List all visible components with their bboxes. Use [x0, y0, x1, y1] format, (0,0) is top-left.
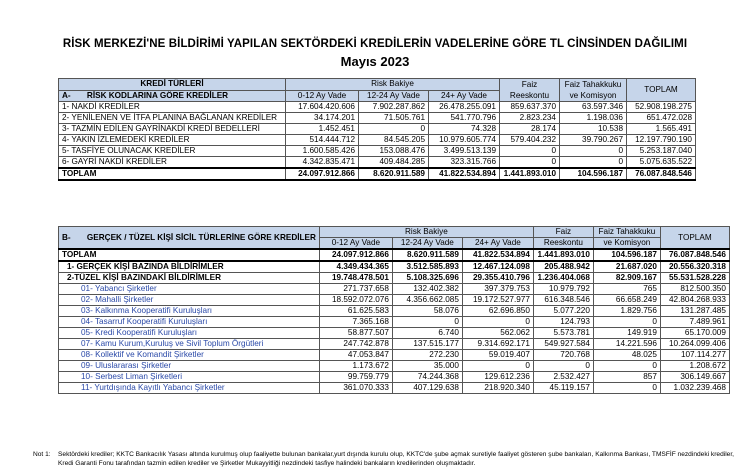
- cell-24plus: 323.315.766: [429, 157, 500, 169]
- cell-faiz-tahakkuku: 0: [560, 157, 627, 169]
- cell-0-12: 1.452.451: [286, 124, 359, 135]
- col-header-0-12: 0-12 Ay Vade: [286, 90, 359, 102]
- cell-faiz-reeskontu: 549.927.584: [533, 339, 593, 350]
- col-header-24plus: 24+ Ay Vade: [429, 90, 500, 102]
- row-label: 1- NAKDİ KREDİLER: [59, 102, 286, 113]
- row-label: TOPLAM: [59, 249, 320, 261]
- cell-12-24: 6.740: [392, 328, 462, 339]
- section-letter: A-: [62, 90, 71, 100]
- cell-24plus: 19.172.527.977: [462, 295, 533, 306]
- cell-faiz-reeskontu: 45.119.157: [533, 383, 593, 394]
- section-letter: B-: [62, 232, 71, 242]
- cell-toplam: 131.287.485: [660, 306, 729, 317]
- cell-0-12: 4.349.434.365: [319, 261, 392, 273]
- col-header-kredi-turleri: KREDİ TÜRLERİ: [59, 79, 286, 91]
- cell-faiz-tahakkuku: 1.198.036: [560, 113, 627, 124]
- row-label: 3- TAZMİN EDİLEN GAYRİNAKDİ KREDİ BEDELLERİ: [59, 124, 286, 135]
- cell-24plus: 0: [462, 317, 533, 328]
- cell-faiz-tahakkuku: 48.025: [593, 350, 660, 361]
- cell-12-24: 153.088.476: [359, 146, 429, 157]
- cell-faiz-tahakkuku: 104.596.187: [560, 168, 627, 180]
- cell-faiz-tahakkuku: 857: [593, 372, 660, 383]
- section-b-header: [59, 227, 320, 250]
- cell-toplam: 76.087.848.546: [627, 168, 696, 180]
- table-row: [59, 102, 696, 113]
- cell-toplam: 7.489.961: [660, 317, 729, 328]
- row-label: 10- Serbest Liman Şirketleri: [59, 372, 320, 383]
- row-label: 07- Kamu Kurum,Kuruluş ve Sivil Toplum Örgütleri: [59, 339, 320, 350]
- table-row-gercek: [59, 261, 730, 273]
- cell-0-12: 18.592.072.076: [319, 295, 392, 306]
- cell-faiz-reeskontu: 0: [500, 146, 560, 157]
- cell-24plus: 62.696.850: [462, 306, 533, 317]
- cell-12-24: 4.356.662.085: [392, 295, 462, 306]
- cell-faiz-reeskontu: 0: [533, 361, 593, 372]
- cell-faiz-tahakkuku: 21.687.020: [593, 261, 660, 273]
- cell-24plus: 397.379.753: [462, 284, 533, 295]
- section-title: GERÇEK / TÜZEL KİŞİ SİCİL TÜRLERİNE GÖRE KREDİLER: [86, 232, 316, 242]
- row-label: 04- Tasarruf Kooperatifi Kuruluşları: [59, 317, 320, 328]
- col-header-risk-bakiye: Risk Bakiye: [286, 79, 500, 91]
- col-header-reeskontu: Reeskontu: [533, 238, 593, 250]
- cell-faiz-tahakkuku: 0: [593, 317, 660, 328]
- cell-0-12: 271.737.658: [319, 284, 392, 295]
- cell-0-12: 17.604.420.606: [286, 102, 359, 113]
- col-header-faiz-tahakkuku: Faiz Tahakkuku ve Komisyon: [560, 79, 627, 102]
- cell-toplam: 52.908.198.275: [627, 102, 696, 113]
- cell-faiz-reeskontu: 2.532.427: [533, 372, 593, 383]
- cell-0-12: 7.365.168: [319, 317, 392, 328]
- col-header-12-24: 12-24 Ay Vade: [359, 90, 429, 102]
- row-label: 02- Mahalli Şirketler: [59, 295, 320, 306]
- cell-toplam: 12.197.790.190: [627, 135, 696, 146]
- cell-faiz-reeskontu: 2.823.234: [500, 113, 560, 124]
- row-label: 01- Yabancı Şirketler: [59, 284, 320, 295]
- table-row: [59, 157, 696, 169]
- cell-24plus: 3.499.513.139: [429, 146, 500, 157]
- cell-0-12: 514.444.712: [286, 135, 359, 146]
- cell-0-12: 24.097.912.866: [319, 249, 392, 261]
- note-label: Not 1:: [33, 451, 51, 458]
- cell-12-24: 5.108.325.696: [392, 273, 462, 284]
- row-label: 09- Uluslararası Şirketler: [59, 361, 320, 372]
- cell-faiz-reeskontu: 5.077.220: [533, 306, 593, 317]
- cell-faiz-reeskontu: 205.488.942: [533, 261, 593, 273]
- cell-faiz-reeskontu: 1.441.893.010: [533, 249, 593, 261]
- cell-faiz-tahakkuku: 149.919: [593, 328, 660, 339]
- cell-faiz-tahakkuku: 63.597.346: [560, 102, 627, 113]
- cell-faiz-reeskontu: 0: [500, 157, 560, 169]
- cell-12-24: 272.230: [392, 350, 462, 361]
- risk-code-table: [58, 78, 696, 181]
- col-header-24plus: 24+ Ay Vade: [462, 238, 533, 250]
- cell-faiz-reeskontu: 124.793: [533, 317, 593, 328]
- cell-faiz-tahakkuku: 1.829.756: [593, 306, 660, 317]
- cell-12-24: 58.076: [392, 306, 462, 317]
- row-label: 2- YENİLENEN VE İTFA PLANINA BAĞLANAN KREDİLER: [59, 113, 286, 124]
- cell-toplam: 1.032.239.468: [660, 383, 729, 394]
- cell-24plus: 74.328: [429, 124, 500, 135]
- col-header-ve-komisyon: ve Komisyon: [593, 238, 660, 250]
- cell-24plus: 0: [462, 361, 533, 372]
- cell-12-24: 8.620.911.589: [392, 249, 462, 261]
- table-row: [59, 317, 730, 328]
- cell-toplam: 42.804.268.933: [660, 295, 729, 306]
- cell-0-12: 58.877.507: [319, 328, 392, 339]
- cell-faiz-reeskontu: 10.979.792: [533, 284, 593, 295]
- cell-12-24: 0: [359, 124, 429, 135]
- cell-12-24: 132.402.382: [392, 284, 462, 295]
- cell-faiz-tahakkuku: 0: [593, 383, 660, 394]
- cell-0-12: 1.600.585.426: [286, 146, 359, 157]
- cell-24plus: 129.612.236: [462, 372, 533, 383]
- cell-toplam: 1.208.672: [660, 361, 729, 372]
- cell-24plus: 541.770.796: [429, 113, 500, 124]
- col-header-faiz: Faiz: [533, 227, 593, 238]
- registry-type-table: [58, 226, 730, 394]
- cell-24plus: 562.062: [462, 328, 533, 339]
- cell-0-12: 99.759.779: [319, 372, 392, 383]
- cell-toplam: 55.531.528.228: [660, 273, 729, 284]
- cell-faiz-tahakkuku: 66.658.249: [593, 295, 660, 306]
- cell-12-24: 7.902.287.862: [359, 102, 429, 113]
- cell-24plus: 10.979.605.774: [429, 135, 500, 146]
- cell-toplam: 65.170.009: [660, 328, 729, 339]
- cell-toplam: 1.565.491: [627, 124, 696, 135]
- cell-toplam: 5.075.635.522: [627, 157, 696, 169]
- table-row: [59, 350, 730, 361]
- cell-toplam: 10.264.099.406: [660, 339, 729, 350]
- cell-0-12: 24.097.912.866: [286, 168, 359, 180]
- section-title: RİSK KODLARINA GÖRE KREDİLER: [86, 90, 229, 100]
- col-header-0-12: 0-12 Ay Vade: [319, 238, 392, 250]
- table-row: [59, 306, 730, 317]
- cell-faiz-reeskontu: 579.404.232: [500, 135, 560, 146]
- cell-12-24: 409.484.285: [359, 157, 429, 169]
- row-label: 08- Kollektif ve Komandit Şirketler: [59, 350, 320, 361]
- row-label: 5- TASFİYE OLUNACAK KREDİLER: [59, 146, 286, 157]
- note-text: Sektördeki krediler; KKTC Bankacılık Yasası altında kurulmuş olup faaliyette bulunan bankalar,yurt dışında kurulu olup, KKTC'de şube açmak suretiyle faaliyet gösteren şube bankaları, Kalkınma Bankası, TMSFİF nezdindeki krediler, Kredi Garanti Fonu tarafından tazmin edilen krediler ve Şirketler Mukayyitliği nezdindeki tasfiye halindeki bankaların kredilerinden oluşmaktadır.: [58, 451, 734, 467]
- cell-24plus: 59.019.407: [462, 350, 533, 361]
- col-header-risk-bakiye: Risk Bakiye: [319, 227, 533, 238]
- table-row: [59, 284, 730, 295]
- cell-0-12: 4.342.835.471: [286, 157, 359, 169]
- cell-toplam: 812.500.350: [660, 284, 729, 295]
- table-row: [59, 328, 730, 339]
- cell-faiz-tahakkuku: 104.596.187: [593, 249, 660, 261]
- table-row: [59, 383, 730, 394]
- cell-toplam: 5.253.187.040: [627, 146, 696, 157]
- cell-faiz-reeskontu: 616.348.546: [533, 295, 593, 306]
- cell-0-12: 61.625.583: [319, 306, 392, 317]
- row-label: 11- Yurtdışında Kayıtlı Yabancı Şirketler: [59, 383, 320, 394]
- cell-12-24: 3.512.585.893: [392, 261, 462, 273]
- cell-12-24: 71.505.761: [359, 113, 429, 124]
- row-label: 05- Kredi Kooperatifi Kuruluşları: [59, 328, 320, 339]
- col-header-toplam: TOPLAM: [660, 227, 729, 250]
- cell-faiz-reeskontu: 859.637.370: [500, 102, 560, 113]
- table-row: [59, 113, 696, 124]
- total-row: [59, 168, 696, 180]
- cell-12-24: 84.545.205: [359, 135, 429, 146]
- cell-faiz-tahakkuku: 39.790.267: [560, 135, 627, 146]
- table-row: [59, 361, 730, 372]
- cell-12-24: 8.620.911.589: [359, 168, 429, 180]
- col-header-faiz-tahakkuku: Faiz Tahakkuku: [593, 227, 660, 238]
- table-row: [59, 124, 696, 135]
- table-row: [59, 146, 696, 157]
- cell-toplam: 20.556.320.318: [660, 261, 729, 273]
- table-row: [59, 295, 730, 306]
- row-label: 1- GERÇEK KİŞİ BAZINDA BİLDİRİMLER: [59, 261, 320, 273]
- cell-faiz-tahakkuku: 10.538: [560, 124, 627, 135]
- cell-faiz-reeskontu: 720.768: [533, 350, 593, 361]
- cell-24plus: 41.822.534.894: [429, 168, 500, 180]
- cell-12-24: 0: [392, 317, 462, 328]
- section-a-header: [59, 90, 286, 102]
- cell-24plus: 41.822.534.894: [462, 249, 533, 261]
- cell-12-24: 74.244.368: [392, 372, 462, 383]
- cell-0-12: 19.748.478.501: [319, 273, 392, 284]
- table-row: [59, 339, 730, 350]
- cell-0-12: 1.173.672: [319, 361, 392, 372]
- row-label: 4- YAKIN İZLEMEDEKİ KREDİLER: [59, 135, 286, 146]
- cell-faiz-tahakkuku: 82.909.167: [593, 273, 660, 284]
- cell-0-12: 47.053.847: [319, 350, 392, 361]
- cell-0-12: 34.174.201: [286, 113, 359, 124]
- col-header-12-24: 12-24 Ay Vade: [392, 238, 462, 250]
- cell-toplam: 76.087.848.546: [660, 249, 729, 261]
- cell-faiz-reeskontu: 1.236.404.068: [533, 273, 593, 284]
- cell-faiz-tahakkuku: 0: [560, 146, 627, 157]
- col-header-toplam: TOPLAM: [627, 79, 696, 102]
- total-row: [59, 249, 730, 261]
- report-title: RİSK MERKEZİ'NE BİLDİRİMİ YAPILAN SEKTÖRDEKİ KREDİLERİN VADELERİNE GÖRE TL CİNSİNDEN DAĞILIMI: [62, 38, 688, 50]
- cell-24plus: 12.467.124.098: [462, 261, 533, 273]
- cell-faiz-tahakkuku: 0: [593, 361, 660, 372]
- row-label: TOPLAM: [59, 168, 286, 180]
- cell-24plus: 9.314.692.171: [462, 339, 533, 350]
- table-row: [59, 135, 696, 146]
- cell-12-24: 137.515.177: [392, 339, 462, 350]
- cell-faiz-reeskontu: 28.174: [500, 124, 560, 135]
- cell-faiz-tahakkuku: 14.221.596: [593, 339, 660, 350]
- cell-faiz-reeskontu: 5.573.781: [533, 328, 593, 339]
- cell-toplam: 306.149.667: [660, 372, 729, 383]
- cell-toplam: 651.472.028: [627, 113, 696, 124]
- table-row-tuzel: [59, 273, 730, 284]
- row-label: 6- GAYRİ NAKDİ KREDİLER: [59, 157, 286, 169]
- cell-12-24: 407.129.638: [392, 383, 462, 394]
- col-header-faiz-reeskontu: Faiz Reeskontu: [500, 79, 560, 102]
- cell-faiz-tahakkuku: 765: [593, 284, 660, 295]
- row-label: 03- Kalkınma Kooperatifi Kuruluşları: [59, 306, 320, 317]
- cell-24plus: 26.478.255.091: [429, 102, 500, 113]
- cell-faiz-reeskontu: 1.441.893.010: [500, 168, 560, 180]
- cell-24plus: 218.920.340: [462, 383, 533, 394]
- cell-12-24: 35.000: [392, 361, 462, 372]
- table-row: [59, 372, 730, 383]
- cell-0-12: 247.742.878: [319, 339, 392, 350]
- row-label: 2-TÜZEL KİŞİ BAZINDAKİ BİLDİRİMLER: [59, 273, 320, 284]
- cell-24plus: 29.355.410.796: [462, 273, 533, 284]
- cell-toplam: 107.114.277: [660, 350, 729, 361]
- cell-0-12: 361.070.333: [319, 383, 392, 394]
- report-period: Mayıs 2023: [340, 54, 410, 69]
